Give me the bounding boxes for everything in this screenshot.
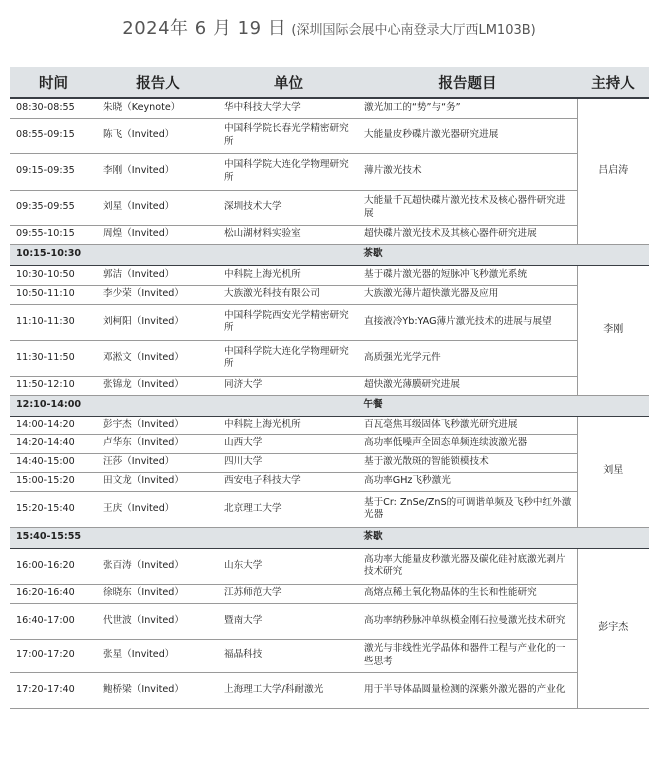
break-time: 10:15-10:30 (10, 244, 97, 265)
talk-row (10, 376, 649, 395)
talk-row (10, 118, 649, 153)
talk-title: 高功率低噪声全固态单频连续波激光器 (358, 434, 577, 453)
session-host: 刘星 (577, 416, 649, 527)
talk-time: 09:35-09:55 (10, 190, 97, 225)
talk-row (10, 285, 649, 304)
talk-title: 超快激光薄膜研究进展 (358, 376, 577, 395)
schedule-venue: (深圳国际会展中心南登录大厅西LM103B) (291, 23, 536, 38)
talk-time: 10:50-11:10 (10, 285, 97, 304)
speaker-affiliation: 中国科学院长春光学精密研究所 (219, 118, 358, 153)
break-time: 15:40-15:55 (10, 527, 97, 548)
speaker-affiliation: 山西大学 (219, 434, 358, 453)
table-header-row (10, 67, 649, 98)
session-host: 彭宇杰 (577, 548, 649, 708)
column-header-title: 报告题目 (358, 67, 577, 98)
schedule-table (10, 67, 649, 709)
talk-row (10, 491, 649, 527)
talk-time: 09:55-10:15 (10, 225, 97, 244)
speaker-affiliation: 山东大学 (219, 548, 358, 584)
talk-time: 08:30-08:55 (10, 98, 97, 118)
talk-row (10, 190, 649, 225)
page-title (0, 14, 658, 40)
speaker-name: 陈飞（Invited） (97, 118, 219, 153)
speaker-affiliation: 暨南大学 (219, 603, 358, 639)
speaker-affiliation: 中科院上海光机所 (219, 416, 358, 434)
column-header-unit: 单位 (219, 67, 358, 98)
talk-title: 用于半导体晶圆量检测的深紫外激光器的产业化 (358, 672, 577, 708)
speaker-affiliation: 深圳技术大学 (219, 190, 358, 225)
speaker-name: 汪莎（Invited） (97, 453, 219, 472)
schedule-date: 2024年 6 月 19 日 (122, 18, 287, 39)
session-host: 吕启涛 (577, 98, 649, 244)
break-row (10, 395, 649, 416)
talk-title: 直接液冷Yb:YAG薄片激光技术的进展与展望 (358, 304, 577, 340)
talk-time: 15:00-15:20 (10, 472, 97, 491)
break-label: 午餐 (97, 395, 649, 416)
column-header-host: 主持人 (577, 67, 649, 98)
speaker-affiliation: 中国科学院西安光学精密研究所 (219, 304, 358, 340)
talk-title: 高功率大能量皮秒激光器及碳化硅衬底激光剥片技术研究 (358, 548, 577, 584)
speaker-affiliation: 四川大学 (219, 453, 358, 472)
column-header-time: 时间 (10, 67, 97, 98)
talk-time: 08:55-09:15 (10, 118, 97, 153)
speaker-affiliation: 同济大学 (219, 376, 358, 395)
speaker-name: 郭洁（Invited） (97, 265, 219, 285)
talk-time: 09:15-09:35 (10, 153, 97, 190)
speaker-name: 刘柯阳（Invited） (97, 304, 219, 340)
talk-title: 高功率GHz飞秒激光 (358, 472, 577, 491)
talk-time: 17:00-17:20 (10, 639, 97, 672)
talk-row (10, 603, 649, 639)
talk-title: 基于碟片激光器的短脉冲飞秒激光系统 (358, 265, 577, 285)
speaker-affiliation: 华中科技大学大学 (219, 98, 358, 118)
speaker-name: 朱晓（Keynote） (97, 98, 219, 118)
speaker-name: 卢华东（Invited） (97, 434, 219, 453)
talk-row (10, 265, 649, 285)
talk-title: 高质强光光学元件 (358, 340, 577, 376)
break-time: 12:10-14:00 (10, 395, 97, 416)
talk-row (10, 472, 649, 491)
talk-row (10, 672, 649, 708)
talk-title: 激光与非线性光学晶体和器件工程与产业化的一些思考 (358, 639, 577, 672)
speaker-name: 张锦龙（Invited） (97, 376, 219, 395)
column-header-speaker: 报告人 (97, 67, 219, 98)
talk-row (10, 416, 649, 434)
break-label: 茶歇 (97, 527, 649, 548)
talk-row (10, 434, 649, 453)
speaker-name: 刘星（Invited） (97, 190, 219, 225)
talk-row (10, 340, 649, 376)
talk-time: 16:20-16:40 (10, 584, 97, 603)
talk-row (10, 453, 649, 472)
talk-title: 基于激光散斑的智能锁模技术 (358, 453, 577, 472)
speaker-affiliation: 中科院上海光机所 (219, 265, 358, 285)
speaker-name: 周煌（Invited） (97, 225, 219, 244)
talk-row (10, 639, 649, 672)
speaker-name: 代世波（Invited） (97, 603, 219, 639)
talk-time: 14:40-15:00 (10, 453, 97, 472)
speaker-name: 王庆（Invited） (97, 491, 219, 527)
talk-time: 14:20-14:40 (10, 434, 97, 453)
speaker-affiliation: 福晶科技 (219, 639, 358, 672)
talk-title: 大族激光薄片超快激光器及应用 (358, 285, 577, 304)
talk-row (10, 98, 649, 118)
speaker-name: 邓淞文（Invited） (97, 340, 219, 376)
talk-row (10, 548, 649, 584)
talk-title: 高功率纳秒脉冲单纵模金刚石拉曼激光技术研究 (358, 603, 577, 639)
talk-title: 激光加工的“势”与“务” (358, 98, 577, 118)
speaker-affiliation: 上海理工大学/科耐激光 (219, 672, 358, 708)
talk-row (10, 153, 649, 190)
break-row (10, 244, 649, 265)
talk-title: 百瓦毫焦耳级固体飞秒激光研究进展 (358, 416, 577, 434)
talk-time: 16:40-17:00 (10, 603, 97, 639)
speaker-name: 鲍桥梁（Invited） (97, 672, 219, 708)
talk-title: 大能量千瓦超快碟片激光技术及核心器件研究进展 (358, 190, 577, 225)
talk-time: 15:20-15:40 (10, 491, 97, 527)
speaker-affiliation: 中国科学院大连化学物理研究所 (219, 340, 358, 376)
break-row (10, 527, 649, 548)
session-host: 李刚 (577, 265, 649, 395)
speaker-affiliation: 大族激光科技有限公司 (219, 285, 358, 304)
schedule-body (10, 98, 649, 708)
talk-row (10, 304, 649, 340)
speaker-affiliation: 中国科学院大连化学物理研究所 (219, 153, 358, 190)
speaker-name: 彭宇杰（Invited） (97, 416, 219, 434)
speaker-affiliation: 江苏师范大学 (219, 584, 358, 603)
talk-time: 16:00-16:20 (10, 548, 97, 584)
talk-time: 11:10-11:30 (10, 304, 97, 340)
speaker-affiliation: 北京理工大学 (219, 491, 358, 527)
talk-time: 11:50-12:10 (10, 376, 97, 395)
talk-time: 10:30-10:50 (10, 265, 97, 285)
talk-title: 超快碟片激光技术及其核心器件研究进展 (358, 225, 577, 244)
talk-title: 薄片激光技术 (358, 153, 577, 190)
speaker-name: 张百涛（Invited） (97, 548, 219, 584)
break-label: 茶歇 (97, 244, 649, 265)
talk-time: 11:30-11:50 (10, 340, 97, 376)
speaker-name: 李少荣（Invited） (97, 285, 219, 304)
talk-time: 14:00-14:20 (10, 416, 97, 434)
speaker-name: 徐晓东（Invited） (97, 584, 219, 603)
speaker-name: 田文龙（Invited） (97, 472, 219, 491)
speaker-affiliation: 松山湖材料实验室 (219, 225, 358, 244)
talk-title: 大能量皮秒碟片激光器研究进展 (358, 118, 577, 153)
talk-row (10, 584, 649, 603)
talk-title: 高熔点稀土氧化物晶体的生长和性能研究 (358, 584, 577, 603)
talk-title: 基于Cr: ZnSe/ZnS的可调谐单频及飞秒中红外激光器 (358, 491, 577, 527)
speaker-name: 张星（Invited） (97, 639, 219, 672)
speaker-name: 李刚（Invited） (97, 153, 219, 190)
talk-time: 17:20-17:40 (10, 672, 97, 708)
speaker-affiliation: 西安电子科技大学 (219, 472, 358, 491)
talk-row (10, 225, 649, 244)
